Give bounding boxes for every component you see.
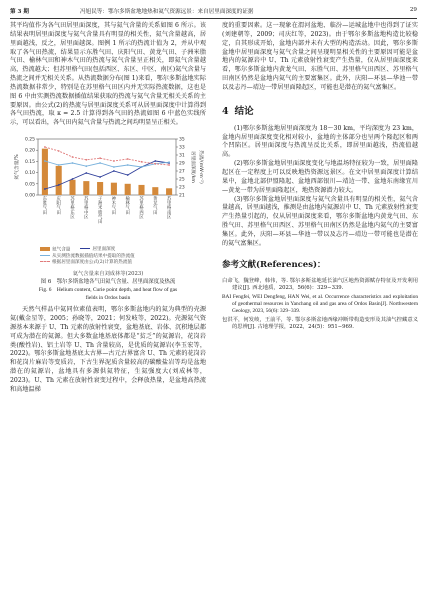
bar-helium-content bbox=[69, 180, 75, 195]
conclusion-item: (3)鄂尔多斯盆地居里面深度与氦气含量具有明显的相关性，氦气含量越高，居里面越浅，推测是由盆地内氦源岩中 U、Th 元素放射性衰变产生热量引起的，仅从居里面深度来看，鄂尔多斯盆地内黄龙气田、东胜气田、苏里格气田西区、苏里格气田南区仍然是盆地内氦气的主要富集区。此外，庆阳—环县—华池一带以及志丹—靖边一带可能也是潜在的氦气富集区。 bbox=[222, 195, 418, 247]
bar-helium-content bbox=[56, 166, 62, 195]
line-heatflow-measured-point bbox=[44, 160, 46, 162]
bar-helium-content bbox=[138, 185, 144, 195]
y-left-tick-label: 0.25 bbox=[24, 137, 35, 143]
line-curie-depth-point bbox=[58, 184, 60, 186]
bar-helium-content bbox=[125, 184, 131, 195]
figure-caption-en-line1: Fig. 6 Helium content, Curie point depth, and heat flow of gas bbox=[38, 286, 178, 293]
conclusion-item: (2)鄂尔多斯盆地居里面深度变化与地温场特征较为一致，居里面隆起区在一定程度上可以反映地热资源远景区。在文中居里面深度计算结果中，盆地北部伊盟隆起、盆地西部银川—靖边一带、盆地东南缘宜川—黄龙一带为居里面隆起区，地热资源潜力较大。 bbox=[222, 160, 418, 194]
legend-item-curie: 居里面深度 bbox=[80, 247, 115, 254]
line-heatflow-curie bbox=[45, 147, 169, 165]
line-heatflow-curie-point bbox=[99, 157, 101, 159]
x-category-label: 庆阳气田 bbox=[56, 197, 61, 216]
y-right-axis-label-2: 热流/(mW·m⁻²) bbox=[198, 150, 203, 184]
figure-6 bbox=[10, 133, 206, 302]
reference-list bbox=[222, 278, 418, 332]
y-right-axis-label: 居里面深度/km bbox=[190, 151, 195, 183]
figure-caption-en-line2: fields in Ordos basin bbox=[85, 294, 131, 301]
line-curie-depth-point bbox=[127, 174, 129, 176]
right-column bbox=[222, 22, 418, 333]
y-right-tick-label: 29 bbox=[179, 161, 185, 167]
x-category-label: 苏里格东区 bbox=[70, 197, 75, 221]
legend-item-bar: 氦气含量 bbox=[40, 247, 70, 254]
x-category-label: 榆林气田 bbox=[125, 197, 130, 216]
x-category-label: 黄龙气田 bbox=[153, 197, 158, 216]
x-category-label: 苏里格南区 bbox=[166, 197, 172, 221]
line-heatflow-measured-point bbox=[72, 162, 74, 164]
line-heatflow-curie-point bbox=[58, 150, 60, 152]
chart-legend bbox=[40, 247, 206, 266]
line-heatflow-curie-point bbox=[113, 160, 115, 162]
y-left-tick-label: 0.05 bbox=[24, 182, 35, 188]
x-category-label: 苏里格中区 bbox=[84, 197, 89, 221]
y-right-tick-label: 23 bbox=[179, 185, 185, 191]
line-heatflow-measured-point bbox=[99, 162, 101, 164]
line-heatflow-measured-point bbox=[113, 166, 115, 168]
figure-caption-cn: 图 6 鄂尔多斯盆地各气田氦气含量、居里面深度及热流 bbox=[40, 278, 176, 285]
left-column bbox=[10, 22, 206, 395]
line-heatflow-measured-point bbox=[85, 165, 87, 167]
line-heatflow-curie-point bbox=[72, 156, 74, 158]
x-category-label: 子洲米脂气田 bbox=[97, 197, 103, 226]
y-right-tick-label: 35 bbox=[179, 137, 185, 143]
body-paragraph: 其平均值作为各气田居里面深度，其与氦气含量的关系如图 6 所示。该结果表明居里面深度与氦气含量具有明显的相关性，氦气含量越高，居里面越浅，反之，居里面越深。图例 1 所示的热流计值为 2，并从中观取了各气田热流，结果显示东胜气田、庆阳气田、黄龙气田、子洲米脂气田、榆林气田和神木气田的热流与氦气含量呈正相关，即氦气含量越高，热流越大；但苏里格气田(包括西区、东区、中区、南区)氦气含量与热流之间并无相关关系。从热流数据分布(图 1)来看，鄂尔多斯盆地实际热流数据非常少，特别是在苏里格气田区内并无实际热流数据，这也是图 6 中由实测热流数据插值结果获取的热流与氦气含量无相关关系的主要原因。由公式(2)的热流与居里面深度关系可从居里面深度中计算得到各气田热流，取 κ = 2.5 计算得到各气田的热流如图 6 中蓝色实线所示，可以看出，各气田内氦气含量与热流之间均明显呈正相关。 bbox=[10, 22, 206, 127]
y-left-tick-label: 0.20 bbox=[24, 148, 35, 154]
section-heading: 4 结论 bbox=[222, 105, 254, 117]
reference-item: BAI Fengfei, WEI Dengfeng, HAN Wei, et al. Occurrence characteristics and exploitation of geothermal resources in Yanchang oil and gas area of Ordos Basin[J]. Northwestern Geology, 2023, 56(6): 329−339. bbox=[222, 293, 418, 315]
line-heatflow-measured-point bbox=[141, 166, 143, 168]
bar-helium-content bbox=[97, 182, 103, 195]
references-heading: 参考文献(References)： bbox=[222, 259, 326, 270]
line-heatflow-curie-point bbox=[141, 161, 143, 163]
line-heatflow-curie-point bbox=[168, 164, 170, 166]
body-paragraph: 天然气样品中氦同位素值表明，鄂尔多斯盆地内的氦为典型的壳源氦(戴金星等，2005；孙晓等，2021；何发岐等，2022)。壳源氦气资源基本来源于 U、Th 元素的放射性衰变，盆地基底、岩体、沉积地层都可成为潜在的氦源。但大多数盆地基底体都是“贫乏”的氦源岩，花岗岩类(酸性岩)、铝土岩等 U、Th 含量较高，是优质的氦源岩(李玉宏等，2022)。鄂尔多斯盆地基底太古界—古元古界富含 U、Th 元素的花岗岩和花岗片麻岩等变质岩，下古生界泥质含量较高的碳酸盐岩等均是盆地潜在的氦源岩，盆地具有多源供氦特征，生氦强度大(刘成林等，2023)。U、Th 元素在放射性衰变过程中，会释放热量，是盆地高热流和高地温梯 bbox=[10, 306, 206, 393]
issue-number: 第 3 期 bbox=[10, 9, 29, 15]
line-curie-depth-point bbox=[99, 176, 101, 178]
line-curie-depth-point bbox=[113, 170, 115, 172]
bar-helium-content bbox=[166, 188, 172, 195]
line-curie-depth-point bbox=[72, 178, 74, 180]
reference-item: 白命飞，魏登峰，韩伟，等. 鄂尔多斯盆地延长油气区地热资源赋存特征及开发利用建议[J]. 西北地质，2023，56(6)：329−339. bbox=[222, 277, 418, 291]
line-heatflow-measured bbox=[45, 161, 169, 167]
legend-item-hf-measured: 从实测热流数据插值结果中提取的热流值 bbox=[40, 254, 206, 260]
bar-helium-content bbox=[111, 183, 117, 195]
figure-inner-title: 氦气含量来自刘成林等(2023) bbox=[72, 270, 144, 277]
line-curie-depth-point bbox=[44, 188, 46, 190]
line-curie-depth-point bbox=[85, 172, 87, 174]
line-heatflow-curie-point bbox=[154, 163, 156, 165]
running-header bbox=[10, 6, 417, 19]
x-category-label: 神木气田 bbox=[111, 197, 117, 216]
y-right-tick-label: 31 bbox=[179, 153, 185, 159]
x-category-label: 苏里格西区 bbox=[139, 197, 144, 221]
legend-item-hf-curie: 根据居里面深度由公式(2)计算的热流值 bbox=[40, 260, 206, 266]
y-right-tick-label: 21 bbox=[179, 193, 185, 199]
y-right-tick-label: 33 bbox=[179, 145, 185, 151]
x-category-label: 东胜气田 bbox=[42, 197, 48, 216]
bar-helium-content bbox=[83, 181, 89, 195]
body-paragraph: 度的重要因素。这一现象在渭河盆地、临汾—运城盆地中也得到了证实(刘建朝等，2009；司庆红等，2023)。由于鄂尔多斯盆地构造比较稳定，自其形成开始，盆地内部并未有大型的构造活动。因此，鄂尔多斯盆地中居里面深度与氦气含量之间呈现明显相关性的主要原因可能是盆地内的氦源岩中 U、Th 元素放射性衰变产生热量，仅从居里面深度来看，鄂尔多斯盆地内黄龙气田、东胜气田、苏里格气田西区、苏里格气田南区仍然是盆地内氦气的主要富集区。此外，庆阳—环县—华池一带以及志丹—靖边一带居里面隆起区，可能也是潜在的氦气富集区。 bbox=[222, 22, 418, 91]
reference-item: 包洪平，何发岐，王前平，等. 鄂尔多斯盆地西缘冲断带构造变形及其油气控藏意义的思辨[J]. 古地理学报，2022，24(5)：951−969. bbox=[222, 316, 418, 331]
line-curie-depth-point bbox=[154, 160, 156, 162]
line-heatflow-curie-point bbox=[127, 158, 129, 160]
y-left-tick-label: 0.00 bbox=[24, 193, 35, 199]
y-left-axis-label: 氦气含量/% bbox=[15, 154, 20, 180]
page-number: 29 bbox=[409, 7, 417, 13]
y-left-tick-label: 0.15 bbox=[24, 160, 35, 166]
running-title: 冯旭民等：鄂尔多斯盆地地热和氦气资源远景：来自居里面深度的证据 bbox=[80, 9, 254, 15]
line-heatflow-measured-point bbox=[168, 161, 170, 163]
y-right-tick-label: 27 bbox=[179, 169, 185, 175]
line-heatflow-curie-point bbox=[44, 146, 46, 148]
y-right-tick-label: 25 bbox=[179, 177, 185, 183]
helium-curie-heatflow-chart bbox=[10, 133, 206, 243]
line-heatflow-curie-point bbox=[85, 159, 87, 161]
line-heatflow-measured-point bbox=[127, 164, 129, 166]
bar-helium-content bbox=[152, 187, 158, 195]
conclusion-item: (1)鄂尔多斯盆地居里面深度为 18～30 km，平均深度为 23 km，盆地内居里面深度变化相对较小，盆地的主体部分也呈两个隆起区和两个凹陷区。居里面深度与热流呈反比关系，即居里面越浅，热流值越高。 bbox=[222, 124, 418, 159]
line-heatflow-measured-point bbox=[58, 164, 60, 166]
y-left-tick-label: 0.10 bbox=[24, 171, 35, 177]
